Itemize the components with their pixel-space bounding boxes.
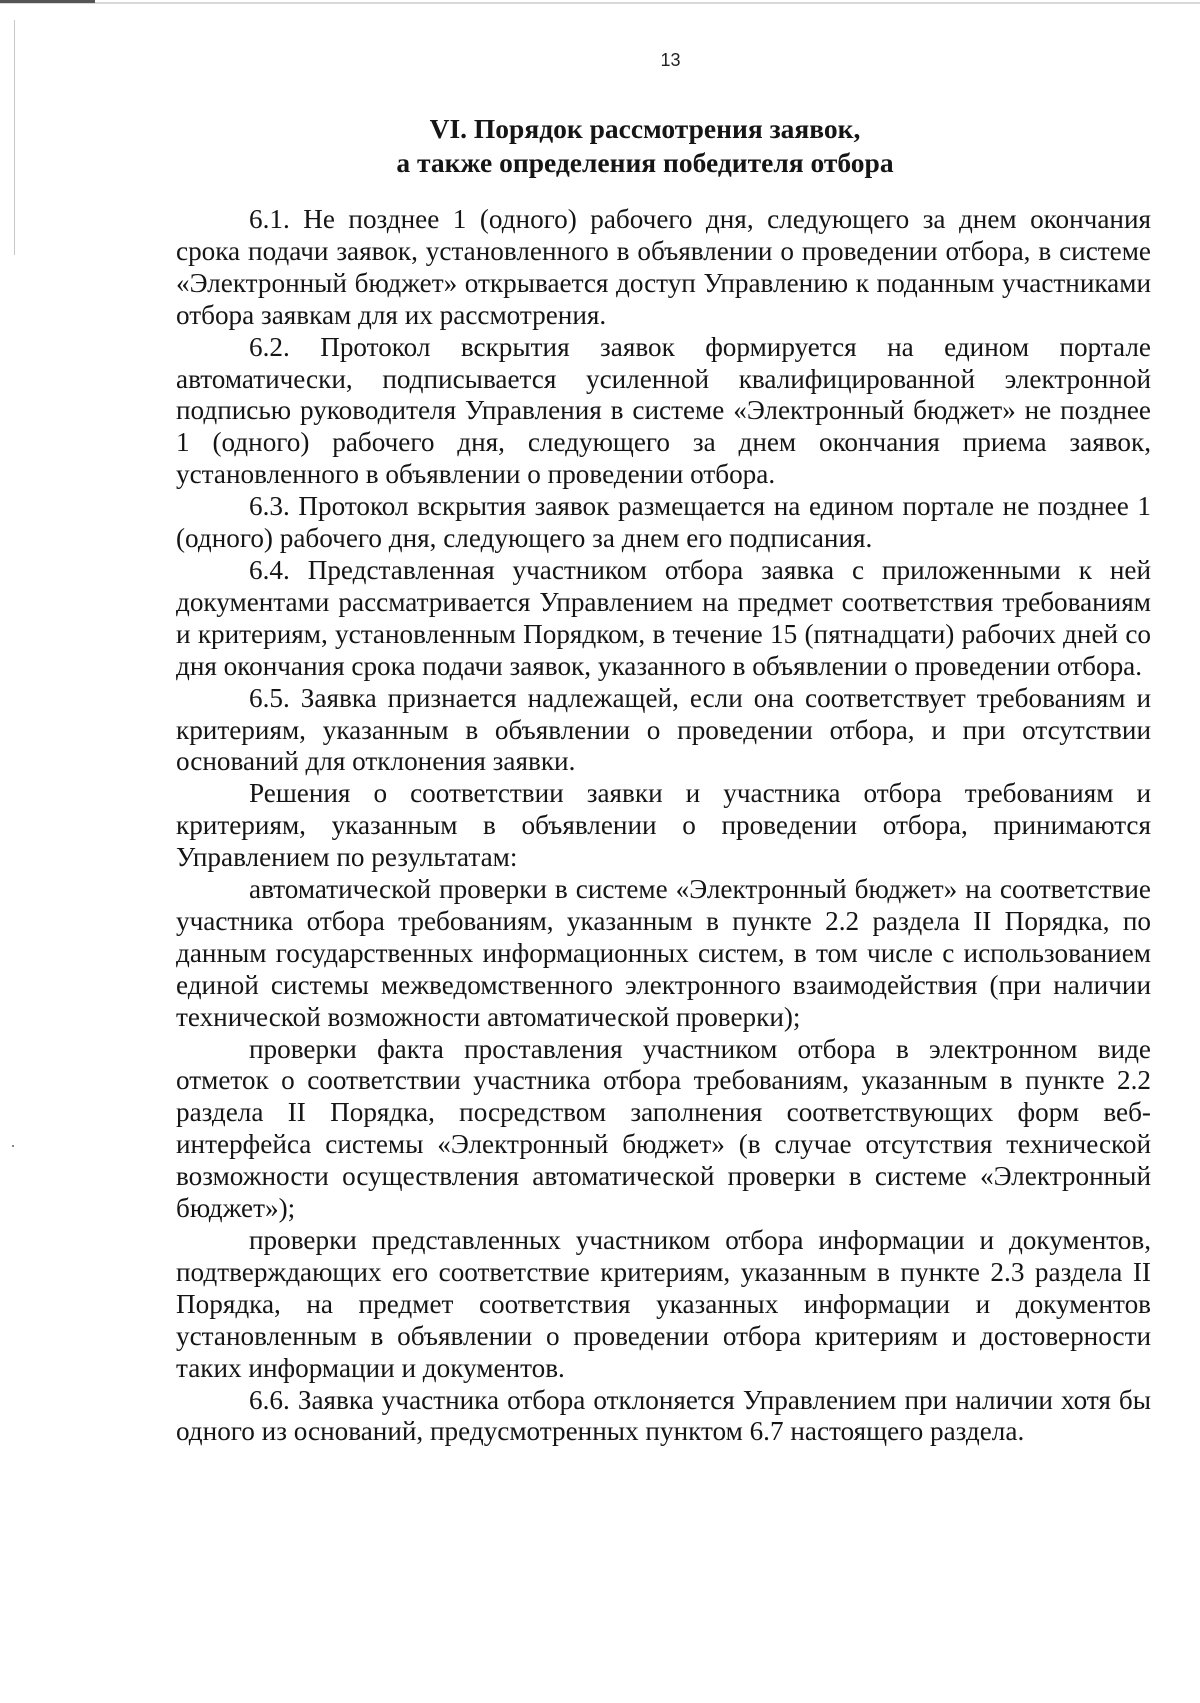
section-heading-line-2: а также определения победителя отбора bbox=[396, 147, 894, 178]
paragraph-automatic-check: автоматической проверки в системе «Электронный бюджет» на соответствие участника отбора требованиям, указанным в пункте 2.2 раздела II Порядка, по данным государственных информационных систем, в том числе с использованием единой системы межведомственного электронного взаимодействия (при наличии технической возможности автоматической проверки); bbox=[176, 874, 1151, 1032]
paragraph-marks-check: проверки факта проставления участником отбора в электронном виде отметок о соответствии участника отбора требованиям, указанным в пункте 2.2 раздела II Порядка, посредством заполнения соответствующих форм веб-интерфейса системы «Электронный бюджет» (в случае отсутствия технической возможности осуществления автоматической проверки в системе «Электронный бюджет»); bbox=[176, 1033, 1151, 1224]
paragraph-decisions: Решения о соответствии заявки и участника отбора требованиям и критериям, указанным в объявлении о проведении отбора, принимаются Управлением по результатам: bbox=[176, 778, 1151, 873]
paragraph-6-5: 6.5. Заявка признается надлежащей, если она соответствует требованиям и критериям, указанным в объявлении о проведении отбора, и при отсутствии оснований для отклонения заявки. bbox=[176, 682, 1151, 777]
scan-corner-mark bbox=[0, 0, 95, 3]
document-body bbox=[176, 204, 1151, 1448]
paragraph-6-1: 6.1. Не позднее 1 (одного) рабочего дня, следующего за днем окончания срока подачи заявок, установленного в объявлении о проведении отбора, в системе «Электронный бюджет» открывается доступ Управлению к поданным участниками отбора заявкам для их рассмотрения. bbox=[176, 204, 1151, 330]
section-heading-line-1: VI. Порядок рассмотрения заявок, bbox=[429, 113, 861, 144]
paragraph-documents-check: проверки представленных участником отбора информации и документов, подтверждающих его соответствие критериям, указанным в пункте 2.3 раздела II Порядка, на предмет соответствия указанных информации и документов установленным в объявлении о проведении отбора критериям и достоверности таких информации и документов. bbox=[176, 1225, 1151, 1383]
scan-speck bbox=[12, 1145, 14, 1147]
paragraph-6-3: 6.3. Протокол вскрытия заявок размещается на едином портале не позднее 1 (одного) рабочего дня, следующего за днем его подписания. bbox=[176, 491, 1151, 554]
paragraph-6-2: 6.2. Протокол вскрытия заявок формируется на едином портале автоматически, подписывается усиленной квалифицированной электронной подписью руководителя Управления в системе «Электронный бюджет» не позднее 1 (одного) рабочего дня, следующего за днем окончания приема заявок, установленного в объявлении о проведении отбора. bbox=[176, 331, 1151, 490]
paragraph-6-6: 6.6. Заявка участника отбора отклоняется Управлением при наличии хотя бы одного из оснований, предусмотренных пунктом 6.7 настоящего раздела. bbox=[176, 1384, 1151, 1447]
scan-edge-line bbox=[0, 2, 1200, 4]
paragraph-6-4: 6.4. Представленная участником отбора заявка с приложенными к ней документами рассматривается Управлением на предмет соответствия требованиям и критериям, установленным Порядком, в течение 15 (пятнадцати) рабочих дней со дня окончания срока подачи заявок, указанного в объявлении о проведении отбора. bbox=[176, 554, 1151, 681]
page-number: 13 bbox=[660, 50, 681, 70]
section-heading bbox=[395, 112, 895, 180]
